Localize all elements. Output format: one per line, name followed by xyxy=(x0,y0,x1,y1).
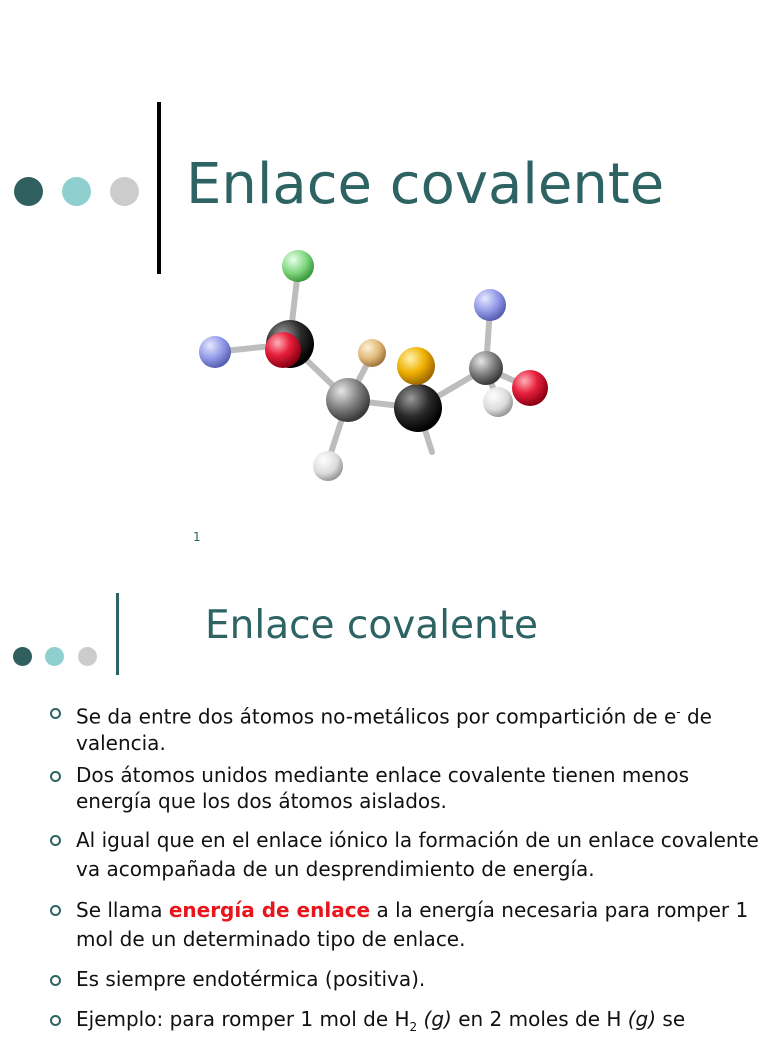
highlighted-term: energía de enlace xyxy=(168,897,371,922)
list-item: Se da entre dos átomos no-metálicos por compartición de e- de valencia. xyxy=(48,699,760,756)
list-item: Ejemplo: para romper 1 mol de $H_2$ (g) en 2 moles de H (g) se xyxy=(48,1006,760,1040)
light-teal-dot xyxy=(45,647,64,666)
light-teal-dot xyxy=(62,177,91,206)
bullet-list xyxy=(48,699,760,1040)
list-item: Se llama energía de enlace a la energía necesaria para romper 1 mol de un determinado tipo de enlace. xyxy=(48,896,760,954)
bullet-circle-icon xyxy=(50,905,61,916)
title-divider-line xyxy=(157,102,161,274)
list-item: Dos átomos unidos mediante enlace covalente tienen menos energía que los dos átomos aislados. xyxy=(48,762,760,814)
bullet-circle-icon xyxy=(50,975,61,986)
list-item: Es siempre endotérmica (positiva). xyxy=(48,966,760,992)
slide-2 xyxy=(0,565,768,1034)
slide-2-title: Enlace covalente xyxy=(205,603,539,648)
list-item: Al igual que en el enlace iónico la formación de un enlace covalente va acompañada de un desprendimiento de energía. xyxy=(48,826,760,884)
bullet-circle-icon xyxy=(50,708,61,719)
dark-teal-dot xyxy=(13,647,32,666)
slide-1-title: Enlace covalente xyxy=(186,152,665,217)
bullet-circle-icon xyxy=(50,771,61,782)
molecule-ball-and-stick-icon xyxy=(180,240,570,500)
title-divider-line xyxy=(116,593,119,675)
gray-dot xyxy=(110,177,139,206)
bullet-circle-icon xyxy=(50,835,61,846)
page-number: 1 xyxy=(193,530,201,544)
bullet-circle-icon xyxy=(50,1015,61,1026)
gray-dot xyxy=(78,647,97,666)
dark-teal-dot xyxy=(14,177,43,206)
